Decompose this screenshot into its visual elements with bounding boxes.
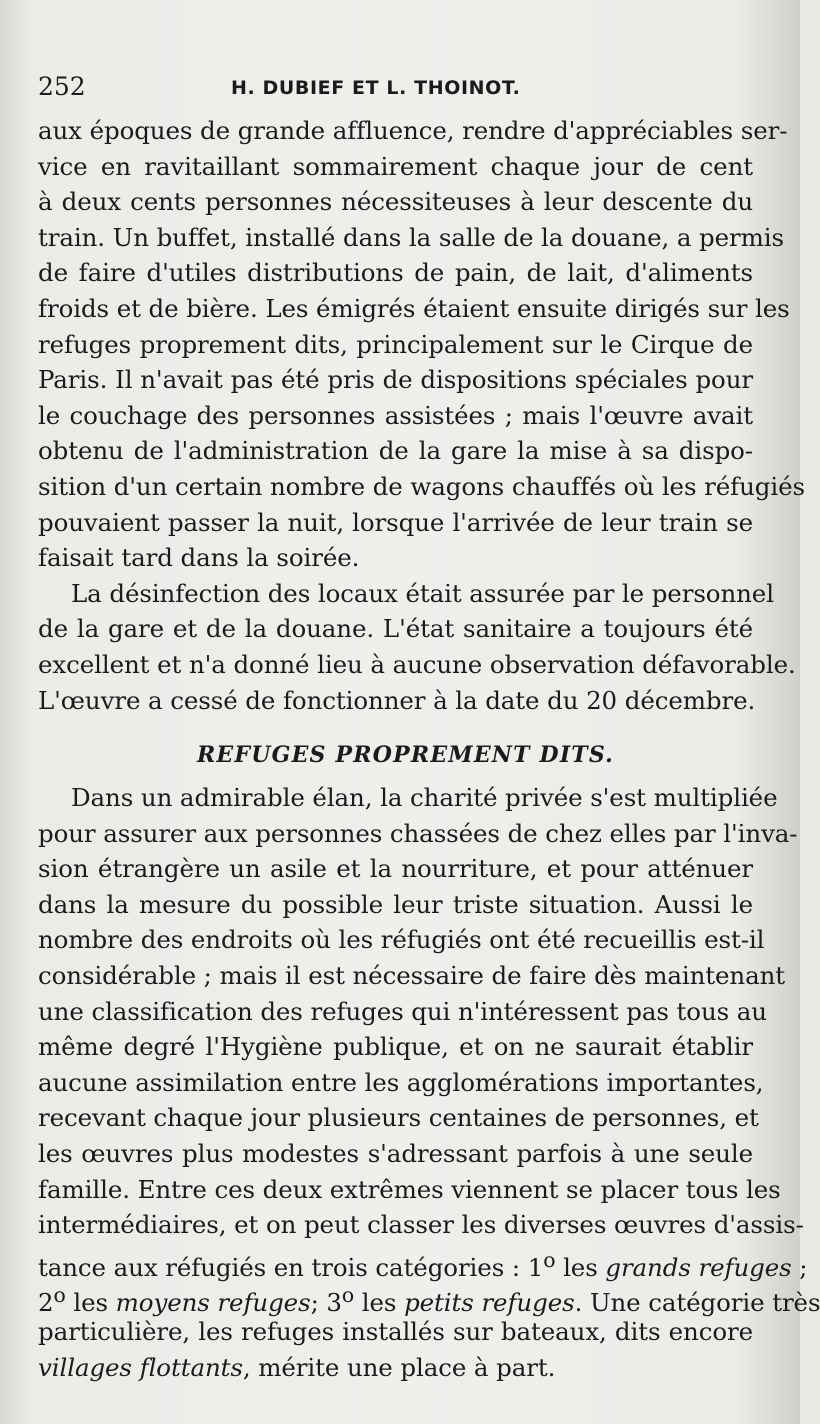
text-line: le couchage des personnes assistées ; mais l'œuvre avait bbox=[38, 400, 753, 430]
text-run: les bbox=[555, 1252, 606, 1282]
ordinal-superscript: o bbox=[53, 1283, 66, 1308]
text-line: à deux cents personnes nécessiteuses à leur descente du bbox=[38, 187, 753, 217]
text-line: considérable ; mais il est nécessaire de faire dès maintenant bbox=[38, 961, 786, 991]
paragraph-3 bbox=[38, 780, 820, 1385]
text-line: sion étrangère un asile et la nourriture, et pour atténuer bbox=[38, 854, 753, 884]
running-title: H. DUBIEF ET L. THOINOT. bbox=[231, 77, 521, 99]
text-run: 2 bbox=[38, 1288, 54, 1318]
text-line: les œuvres plus modestes s'adressant parfois à une seule bbox=[38, 1139, 753, 1169]
text-line: faisait tard dans la soirée. bbox=[38, 543, 360, 573]
text-line: excellent et n'a donné lieu à aucune observation défavorable. bbox=[38, 649, 796, 679]
text-line: Paris. Il n'avait pas été pris de dispositions spéciales pour bbox=[38, 365, 753, 395]
text-run: les bbox=[65, 1288, 116, 1318]
text-line: aux époques de grande affluence, rendre d'appréciables ser- bbox=[38, 116, 788, 145]
text-line: recevant chaque jour plusieurs centaines de personnes, et bbox=[38, 1103, 759, 1133]
text-line: une classification des refuges qui n'intéressent pas tous au bbox=[38, 996, 767, 1026]
italic-term: moyens refuges bbox=[115, 1288, 311, 1318]
paragraph-1 bbox=[38, 113, 805, 576]
body-text bbox=[38, 113, 820, 1385]
text-line: La désinfection des locaux était assurée par le personnel bbox=[71, 578, 774, 608]
text-line: pour assurer aux personnes chassées de chez elles par l'inva- bbox=[38, 818, 798, 848]
text-run: . Une catégorie très bbox=[574, 1288, 820, 1318]
page-header bbox=[38, 70, 760, 104]
text-line: train. Un buffet, installé dans la salle de la douane, a permis bbox=[38, 222, 784, 252]
text-run: les bbox=[354, 1288, 405, 1318]
ordinal-superscript: o bbox=[543, 1247, 556, 1272]
text-line: vice en ravitaillant sommairement chaque jour de cent bbox=[38, 151, 753, 181]
text-line: intermédiaires, et on peut classer les diverses œuvres d'assis- bbox=[38, 1210, 804, 1240]
text-line: particulière, les refuges installés sur bateaux, dits encore bbox=[38, 1317, 753, 1346]
section-heading: REFUGES PROPREMENT DITS. bbox=[196, 742, 615, 769]
italic-term: grands refuges bbox=[605, 1252, 792, 1282]
italic-term: petits refuges bbox=[404, 1288, 575, 1318]
text-line: nombre des endroits où les réfugiés ont été recueillis est-il bbox=[38, 925, 765, 955]
text-line: obtenu de l'administration de la gare la mise à sa dispo- bbox=[38, 436, 753, 466]
text-line bbox=[38, 1278, 820, 1318]
text-line bbox=[38, 1350, 753, 1386]
text-line: de la gare et de la douane. L'état sanitaire a toujours été bbox=[38, 614, 753, 644]
text-line: pouvaient passer la nuit, lorsque l'arrivée de leur train se bbox=[38, 507, 753, 537]
paragraph-2 bbox=[38, 576, 796, 718]
italic-term: villages flottants bbox=[38, 1352, 243, 1382]
text-line: froids et de bière. Les émigrés étaient ensuite dirigés sur les bbox=[38, 293, 790, 323]
page-number: 252 bbox=[38, 72, 86, 101]
text-line: même degré l'Hygiène publique, et on ne saurait établir bbox=[38, 1032, 753, 1062]
text-line: L'œuvre a cessé de fonctionner à la date du 20 décembre. bbox=[38, 685, 756, 715]
text-line: Dans un admirable élan, la charité privée s'est multipliée bbox=[71, 783, 778, 813]
text-run: tance aux réfugiés en trois catégories : 1 bbox=[38, 1252, 544, 1282]
text-run: , mérite une place à part. bbox=[242, 1352, 556, 1382]
text-line: de faire d'utiles distributions de pain, de lait, d'aliments bbox=[38, 258, 753, 288]
text-line: famille. Entre ces deux extrêmes viennent se placer tous les bbox=[38, 1174, 781, 1204]
ordinal-superscript: o bbox=[341, 1283, 355, 1308]
text-line: aucune assimilation entre les agglomérations importantes, bbox=[38, 1067, 764, 1097]
text-run: ; 3 bbox=[310, 1288, 342, 1318]
text-line bbox=[38, 1243, 808, 1282]
text-line: dans la mesure du possible leur triste situation. Aussi le bbox=[38, 889, 753, 919]
text-run: ; bbox=[791, 1252, 808, 1282]
text-line: sition d'un certain nombre de wagons chauffés où les réfugiés bbox=[38, 471, 805, 501]
text-line: refuges proprement dits, principalement sur le Cirque de bbox=[38, 329, 753, 359]
